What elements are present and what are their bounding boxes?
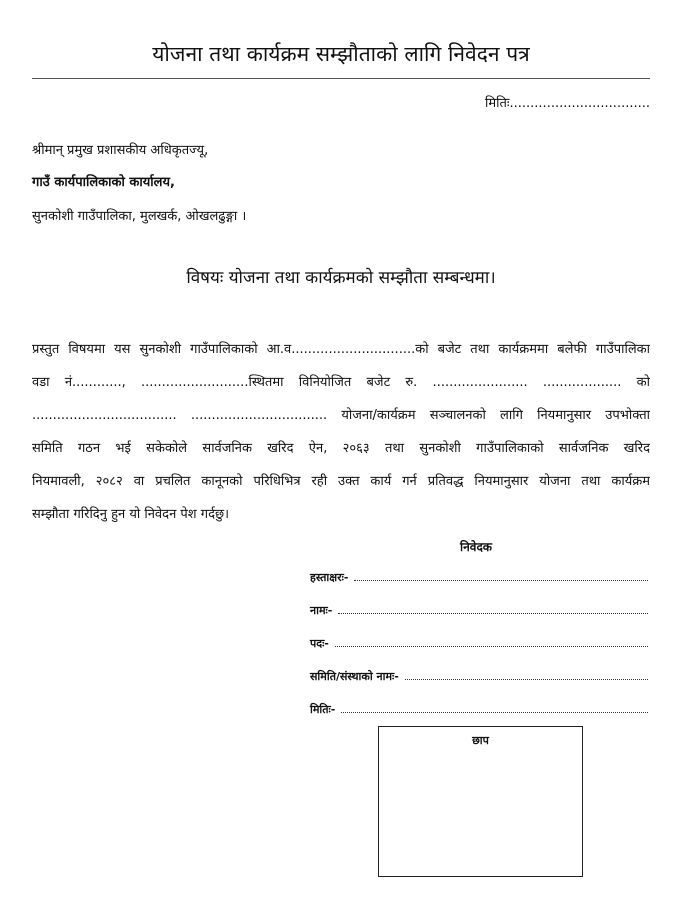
signature-field[interactable] <box>310 570 648 585</box>
name-field[interactable] <box>310 603 648 618</box>
position-field[interactable] <box>310 636 648 651</box>
applicant-date-field[interactable] <box>310 702 648 717</box>
applicant-heading: निवेदक <box>460 540 493 554</box>
committee-name-label: समिति/संस्थाको नामः- <box>310 670 399 683</box>
body-line-last: सम्झौता गरिदिनु हुन यो निवेदन पेश गर्दछु। <box>32 507 230 522</box>
body-line: ................................... ................................. योजना/कार्यक्रम सञ्चालनको लागि नियमानुसार उपभोक्ता <box>32 408 650 423</box>
applicant-date-label: मितिः- <box>310 703 336 716</box>
name-blank[interactable] <box>338 604 648 614</box>
document-title: योजना तथा कार्यक्रम सम्झौताको लागि निवेदन पत्र <box>152 42 530 66</box>
applicant-date-blank[interactable] <box>341 703 648 713</box>
signature-blank[interactable] <box>354 571 648 581</box>
body-paragraph <box>32 333 650 531</box>
recipient-location: सुनकोशी गाउँपालिका, मुलखर्क, ओखलढुङ्गा । <box>32 209 247 224</box>
name-label: नामः- <box>310 604 333 617</box>
recipient-office: गाउँ कार्यपालिकाको कार्यालय, <box>32 175 175 190</box>
recipient-title: श्रीमान् प्रमुख प्रशासकीय अधिकृतज्यू, <box>32 143 209 158</box>
body-line: प्रस्तुत विषयमा यस सुनकोशी गाउँपालिकाको आ.व..............................को बजेट तथा कार्यक्रममा बलेफी गाउँपालिका <box>32 342 650 357</box>
title-divider <box>32 78 650 79</box>
committee-name-field[interactable] <box>310 669 648 684</box>
committee-name-blank[interactable] <box>405 670 648 680</box>
stamp-label: छाप <box>472 734 489 747</box>
position-blank[interactable] <box>335 637 648 647</box>
body-line: वडा नं............, ..........................स्थितमा विनियोजित बजेट रु. ....................... ................... को <box>32 375 650 390</box>
body-line: नियमावली, २०८२ वा प्रचलित कानूनको परिधिभित्र रही उक्त कार्य गर्न प्रतिवद्ध नियमानुसार योजना तथा कार्यक्रम <box>32 474 650 489</box>
position-label: पदः- <box>310 637 329 650</box>
body-line: समिति गठन भई सकेकोले सार्वजनिक खरिद ऐन, २०६३ तथा सुनकोशी गाउँपालिकाको सार्वजनिक खरिद <box>32 441 650 456</box>
stamp-box <box>378 726 583 877</box>
signature-label: हस्ताक्षरः- <box>310 571 349 584</box>
date-line: मितिः.................................. <box>484 96 650 111</box>
subject-line: विषयः योजना तथा कार्यक्रमको सम्झौता सम्बन्धमा। <box>186 268 496 288</box>
